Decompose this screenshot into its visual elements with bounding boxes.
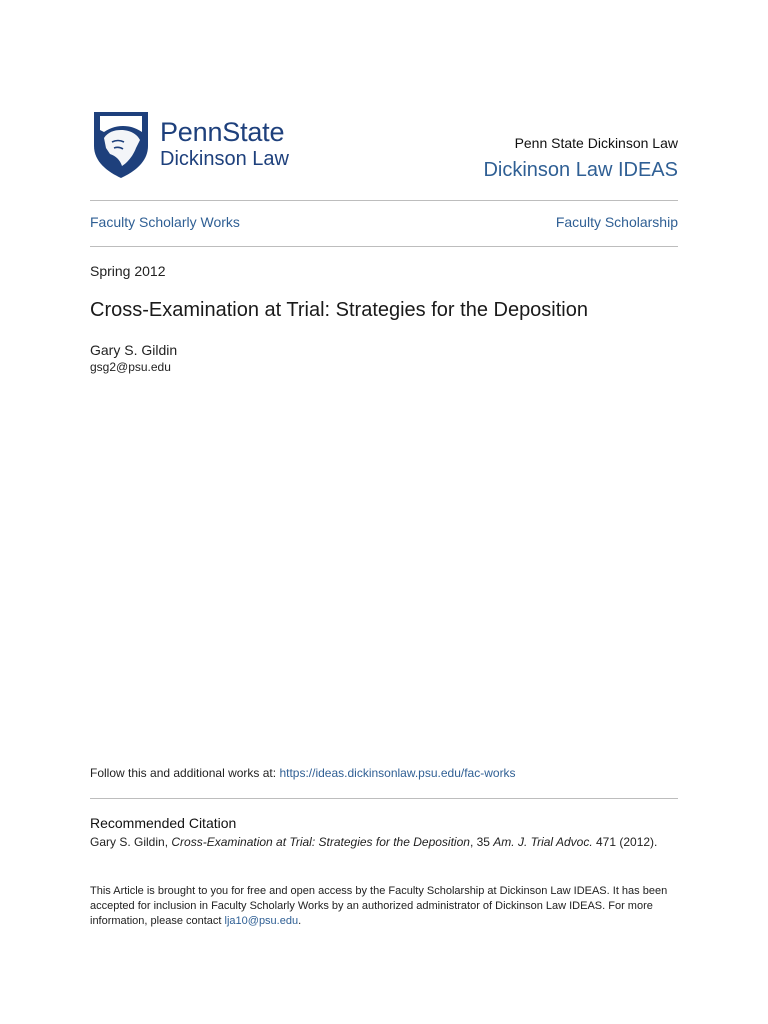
logo-subtitle: Dickinson Law (160, 148, 289, 170)
citation-tail: 471 (2012). (592, 835, 658, 849)
citation-volume: , 35 (469, 835, 494, 849)
citation-text (90, 835, 690, 849)
institution-name: Penn State Dickinson Law (514, 135, 678, 151)
access-notice (90, 884, 678, 929)
author-email: gsg2@psu.edu (90, 360, 171, 374)
pennstate-logo[interactable] (90, 108, 289, 180)
notice-end: . (298, 915, 302, 927)
faculty-scholarship-link[interactable]: Faculty Scholarship (555, 214, 678, 230)
divider-citation (90, 798, 678, 799)
divider-top (90, 200, 678, 201)
collection-links (90, 214, 678, 230)
author-name: Gary S. Gildin (90, 342, 178, 358)
nittany-lion-shield-icon (90, 108, 152, 180)
repository-header (483, 134, 678, 183)
contact-email-link[interactable]: lja10@psu.edu (224, 915, 299, 927)
repository-link[interactable]: Dickinson Law IDEAS (483, 159, 678, 181)
fac-works-url-link[interactable]: https://ideas.dickinsonlaw.psu.edu/fac-works (279, 766, 516, 780)
follow-text: Follow this and additional works at: (90, 766, 280, 780)
publication-date: Spring 2012 (90, 263, 166, 279)
citation-journal: Am. J. Trial Advoc. (493, 835, 593, 849)
recommended-citation-heading: Recommended Citation (90, 815, 237, 831)
divider-links (90, 246, 678, 247)
notice-text: This Article is brought to you for free and open access by the Faculty Scholarship at Dickinson Law IDEAS. It has been accepted for inclusion in Faculty Scholarly Works by an authorized administrator of Dickinson Law IDEAS. For more information, please contact (90, 885, 668, 927)
cover-page (90, 0, 678, 1024)
logo-name: PennState (160, 117, 285, 147)
follow-line (90, 766, 516, 780)
citation-author: Gary S. Gildin, (90, 835, 172, 849)
article-title: Cross-Examination at Trial: Strategies for the Deposition (90, 299, 588, 321)
citation-title: Cross-Examination at Trial: Strategies for the Deposition (171, 835, 470, 849)
faculty-scholarly-works-link[interactable]: Faculty Scholarly Works (90, 214, 240, 230)
